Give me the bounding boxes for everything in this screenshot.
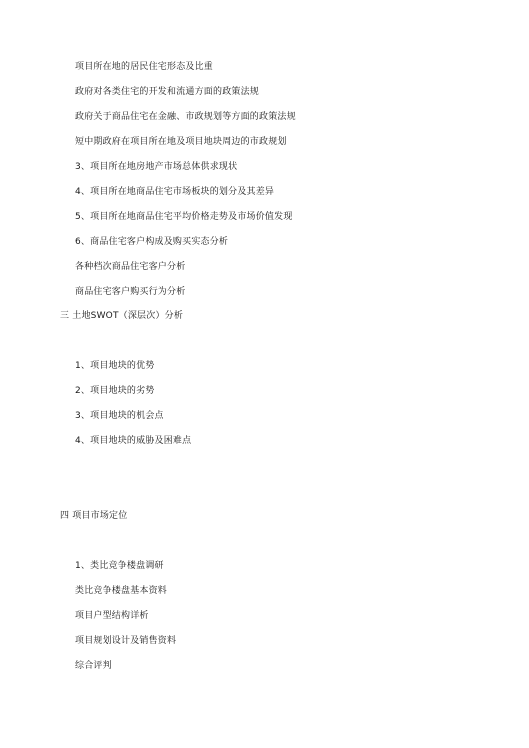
text-line: 项目所在地的居民住宅形态及比重 [75, 62, 214, 72]
text-line: 综合评判 [75, 661, 112, 671]
text-line: 1、类比竞争楼盘调研 [75, 561, 164, 571]
section-heading: 三 土地SWOT（深层次）分析 [60, 311, 184, 321]
text-line: 政府对各类住宅的开发和流通方面的政策法规 [75, 87, 260, 97]
text-line: 政府关于商品住宅在金融、市政规划等方面的政策法规 [75, 112, 296, 122]
text-line: 1、项目地块的优势 [75, 361, 155, 371]
section-heading: 四 项目市场定位 [60, 511, 128, 521]
text-line: 项目户型结构详析 [75, 611, 149, 621]
text-line: 4、项目所在地商品住宅市场板块的划分及其差异 [75, 187, 275, 197]
text-line: 商品住宅客户购买行为分析 [75, 287, 186, 297]
text-line: 2、项目地块的劣势 [75, 386, 155, 396]
text-line: 各种档次商品住宅客户分析 [75, 262, 186, 272]
text-line: 5、项目所在地商品住宅平均价格走势及市场价值发现 [75, 212, 293, 222]
text-line: 4、项目地块的威胁及困难点 [75, 436, 192, 446]
text-line: 短中期政府在项目所在地及项目地块周边的市政规划 [75, 137, 287, 147]
text-line: 6、商品住宅客户构成及购买实态分析 [75, 237, 229, 247]
text-line: 类比竞争楼盘基本资料 [75, 586, 168, 596]
text-line: 项目规划设计及销售资料 [75, 636, 177, 646]
text-line: 3、项目地块的机会点 [75, 411, 164, 421]
text-line: 3、项目所在地房地产市场总体供求现状 [75, 162, 238, 172]
